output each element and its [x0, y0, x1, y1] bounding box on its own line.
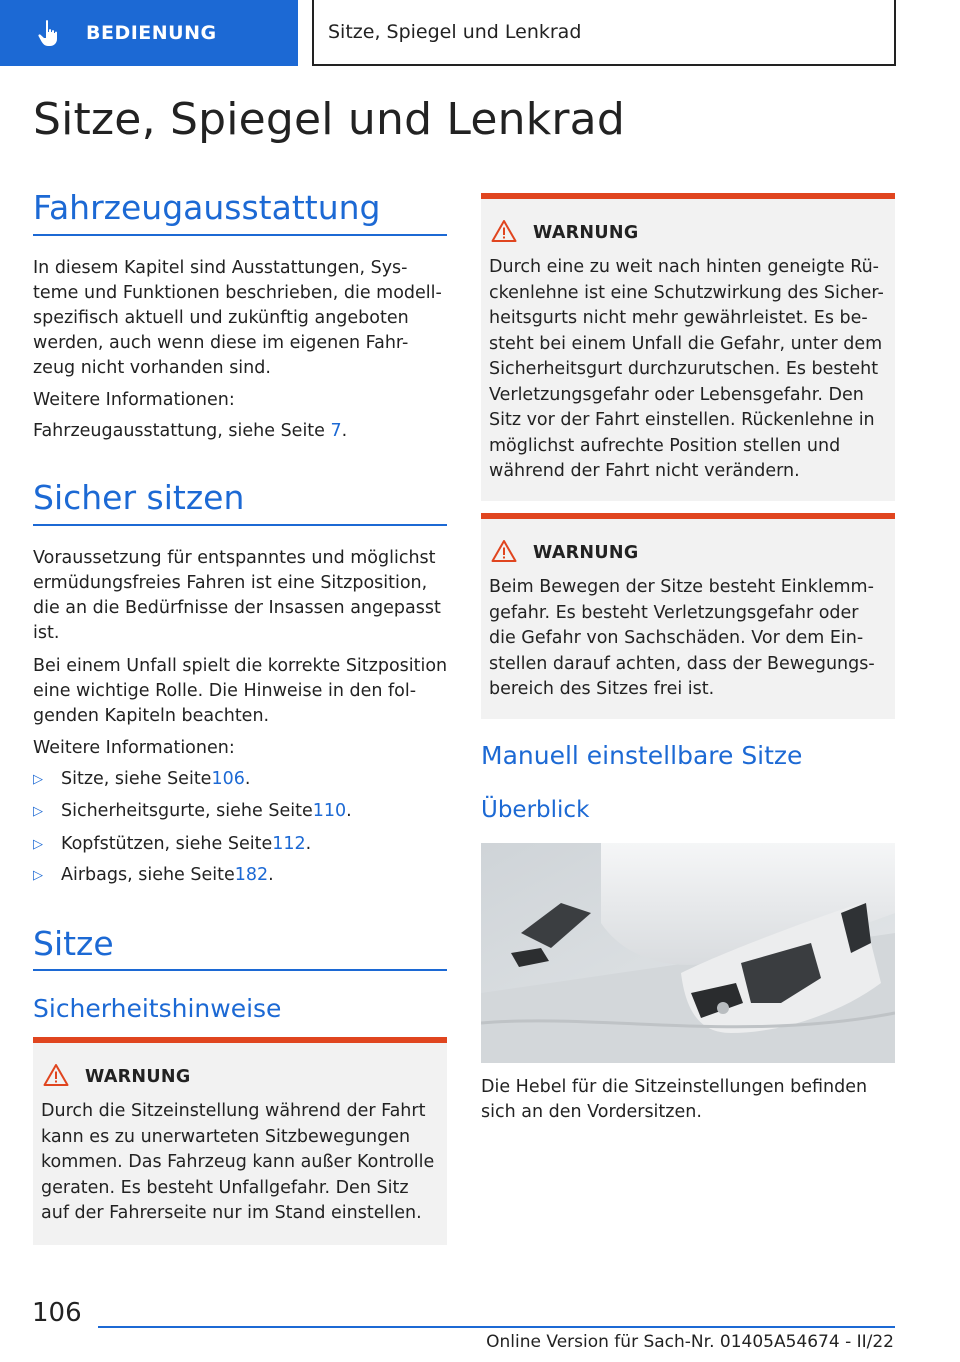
warning-triangle-icon [489, 539, 517, 567]
heading-fahrzeugausstattung: Fahrzeugausstattung [33, 188, 381, 227]
warning-text [489, 575, 887, 703]
text-line: die an die Bedürfnisse der Insassen angepasst [33, 598, 441, 618]
text-line: kommen. Das Fahrzeug kann außer Kontrolle [41, 1152, 435, 1172]
text-line: genden Kapiteln beachten. [33, 706, 270, 726]
text-line: ermüdungsfreies Fahren ist eine Sitzposition, [33, 573, 428, 593]
warning-box [33, 1037, 447, 1245]
safe-paragraph-1 [33, 546, 453, 646]
text-line: ist. [33, 623, 60, 643]
warning-text [41, 1099, 439, 1227]
warning-triangle-icon [489, 219, 517, 247]
warning-title: WARNUNG [85, 1067, 191, 1087]
text-line: Sicherheitsgurt durchzurutschen. Es besteht [489, 359, 879, 379]
warning-title: WARNUNG [533, 543, 639, 563]
text-line: teme und Funktionen beschrieben, die modell- [33, 283, 442, 303]
footer-rule [98, 1326, 895, 1328]
warning-text [489, 255, 887, 485]
warning-title: WARNUNG [533, 223, 639, 243]
triangle-bullet-icon: ▷ [33, 772, 43, 787]
section-label: BEDIENUNG [86, 22, 217, 44]
text-line: ckenlehne ist eine Schutzwirkung des Sicher- [489, 282, 884, 303]
text-line: auf der Fahrerseite nur im Stand einstellen. [41, 1203, 422, 1223]
text-line: Durch eine zu weit nach hinten geneigte Rü- [489, 257, 879, 277]
text-line: die Gefahr von Sachschäden. Vor dem Ein- [489, 628, 864, 648]
text-line: Voraussetzung für entspanntes und möglichst [33, 548, 436, 568]
text-line: werden, auch wenn diese im eigenen Fahr- [33, 333, 409, 353]
page-title: Sitze, Spiegel und Lenkrad [33, 94, 625, 145]
heading-manuell-einstellbare-sitze: Manuell einstellbare Sitze [481, 741, 803, 770]
more-info-label: Weitere Informationen: [33, 738, 235, 758]
photo-caption [481, 1075, 895, 1125]
triangle-bullet-icon: ▷ [33, 868, 43, 883]
heading-sitze: Sitze [33, 924, 114, 963]
text-line: Die Hebel für die Sitzeinstellungen befinden [481, 1077, 868, 1097]
more-info-label: Weitere Informationen: [33, 390, 235, 410]
text-line: kann es zu unerwarteten Sitzbewegungen [41, 1126, 411, 1147]
section-tab[interactable] [0, 0, 298, 66]
triangle-bullet-icon: ▷ [33, 804, 43, 819]
heading-sicherheitshinweise: Sicherheitshinweise [33, 994, 282, 1023]
seat-photo [481, 843, 895, 1063]
heading-rule [33, 234, 447, 236]
warning-triangle-icon [41, 1063, 69, 1091]
equipment-paragraph [33, 256, 447, 381]
text-line: steht bei einem Unfall die Gefahr, unter dem [489, 333, 883, 354]
text-line: eine wichtige Rolle. Die Hinweise in den fol- [33, 681, 417, 701]
text-line: heitsgurts nicht mehr gewährleistet. Es be- [489, 308, 868, 328]
text-line: sich an den Vordersitzen. [481, 1102, 702, 1122]
text-line: Beim Bewegen der Sitze besteht Einklemm- [489, 577, 874, 597]
list-item: ▷ Sitze, siehe Seite 106 . [33, 767, 250, 792]
text-line: bereich des Sitzes frei ist. [489, 679, 715, 699]
equipment-reference: Fahrzeugausstattung, siehe Seite 7. [33, 421, 348, 441]
text-line: Verletzungsgefahr oder Lebensgefahr. Den [489, 384, 864, 405]
safe-paragraph-2 [33, 654, 453, 729]
text-line: zeug nicht vorhanden sind. [33, 358, 271, 378]
text-line: geraten. Es besteht Unfallgefahr. Den Sitz [41, 1177, 409, 1198]
list-item: ▷ Sicherheitsgurte, siehe Seite 110 . [33, 799, 352, 824]
triangle-bullet-icon: ▷ [33, 837, 43, 852]
list-item-text: Kopfstützen, siehe Seite [61, 834, 273, 854]
chapter-header [312, 0, 896, 66]
heading-ueberblick: Überblick [481, 797, 590, 823]
text-line: spezifisch aktuell und zukünftig angeboten [33, 308, 409, 328]
page-number: 106 [32, 1298, 82, 1328]
heading-rule [33, 969, 447, 971]
list-item-text: Sitze, siehe Seite [61, 769, 212, 789]
list-item-text: Airbags, siehe Seite [61, 865, 235, 885]
heading-sicher-sitzen: Sicher sitzen [33, 478, 245, 517]
page-link-7[interactable]: 7 [330, 421, 342, 441]
text-line: Sitz vor der Fahrt einstellen. Rückenlehne in [489, 410, 875, 430]
text-line: Bei einem Unfall spielt die korrekte Sitzposition [33, 656, 448, 676]
list-item-text: Sicherheitsgurte, siehe Seite [61, 801, 313, 821]
equipment-reference-text: Fahrzeugausstattung, siehe Seite [33, 421, 325, 441]
warning-box [481, 513, 895, 719]
text-line: gefahr. Es besteht Verletzungsgefahr oder [489, 602, 859, 623]
heading-rule [33, 524, 447, 526]
warning-box [481, 193, 895, 501]
online-version-note: Online Version für Sach-Nr. 01405A54674 - II/22 [486, 1332, 894, 1352]
list-item: ▷ Kopfstützen, siehe Seite 112 . [33, 832, 311, 857]
page-link-182[interactable]: 182 [234, 865, 269, 885]
text-line: In diesem Kapitel sind Ausstattungen, Sys- [33, 258, 408, 278]
text-line: möglichst aufrechte Position stellen und [489, 435, 841, 456]
list-item: ▷ Airbags, siehe Seite 182 . [33, 863, 274, 888]
chapter-label: Sitze, Spiegel und Lenkrad [328, 21, 582, 43]
text-line: Durch die Sitzeinstellung während der Fahrt [41, 1101, 426, 1121]
page-link-106[interactable]: 106 [211, 769, 245, 789]
page-link-112[interactable]: 112 [272, 834, 306, 854]
pointing-hand-icon [36, 18, 64, 48]
text-line: stellen darauf achten, dass der Bewegungs- [489, 653, 875, 674]
page-link-110[interactable]: 110 [312, 801, 347, 821]
text-line: während der Fahrt nicht verändern. [489, 461, 800, 481]
